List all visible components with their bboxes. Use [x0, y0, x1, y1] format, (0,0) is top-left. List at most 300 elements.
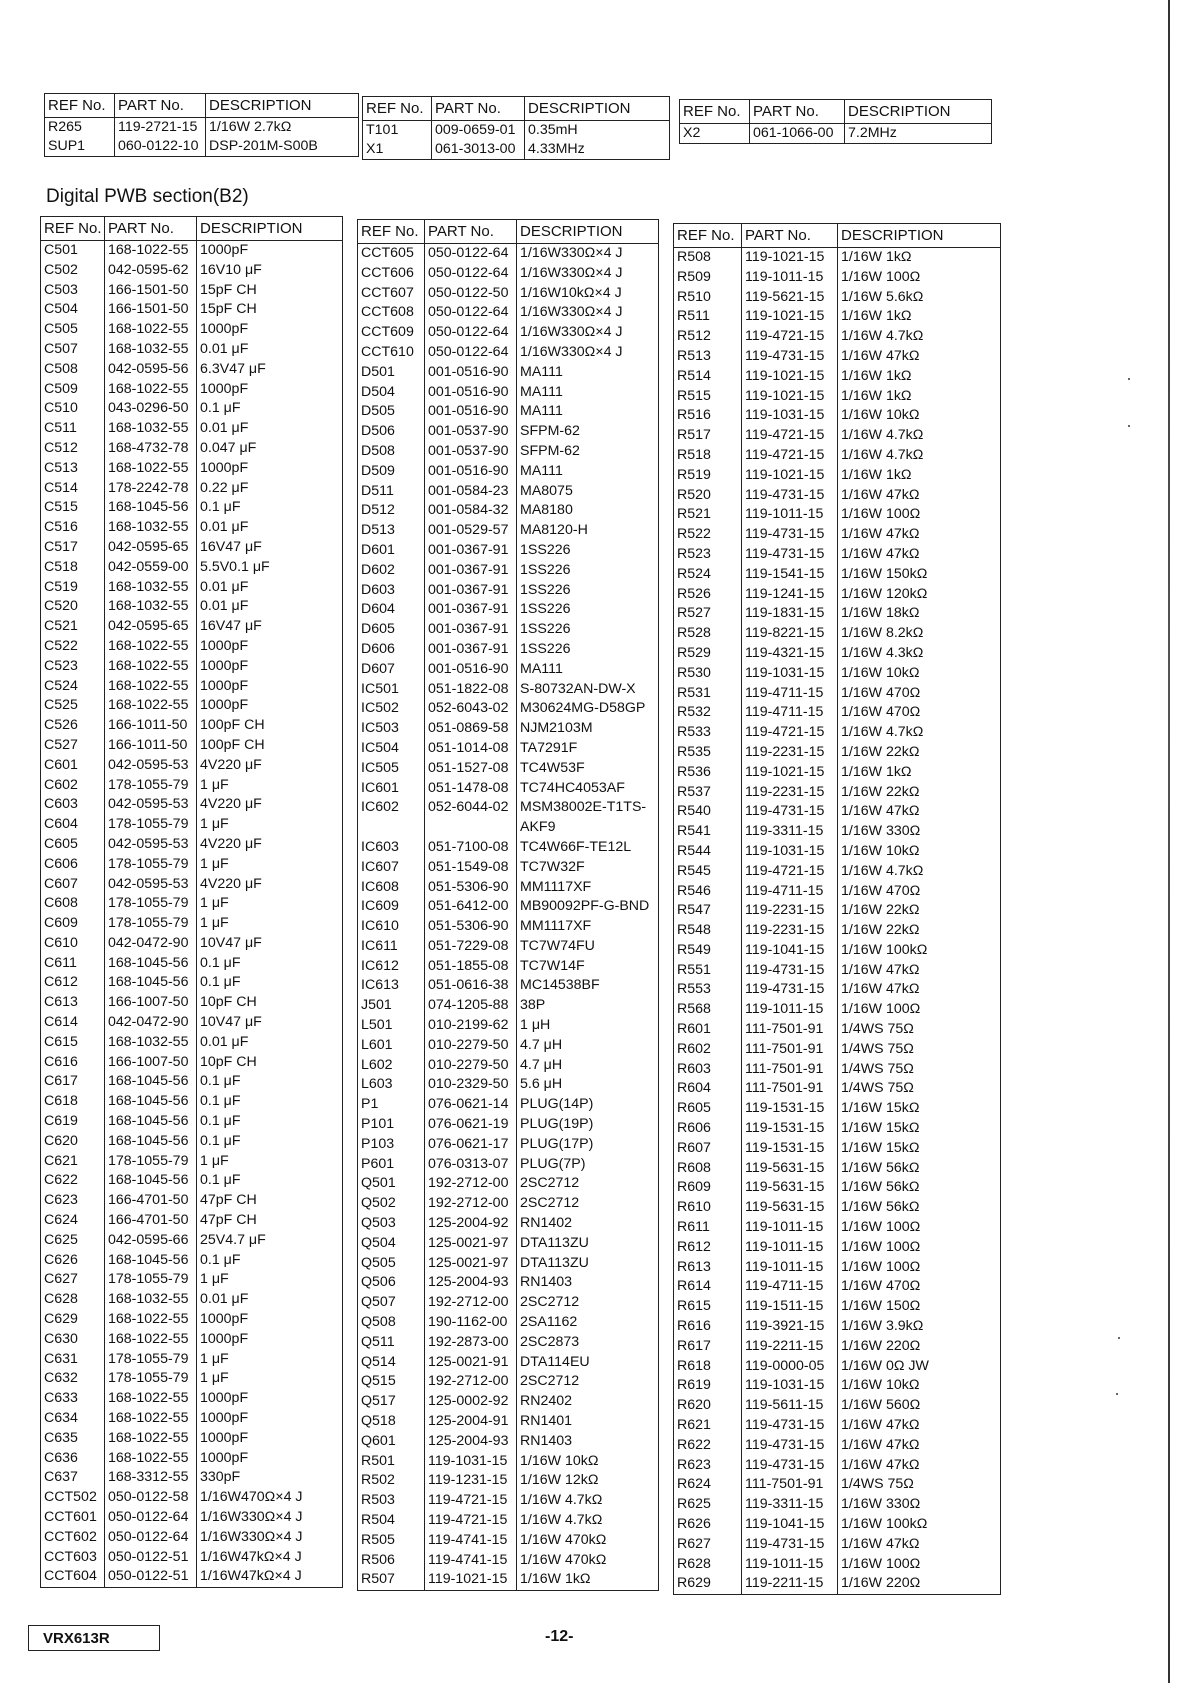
- part-no-cell: 168-1032-55: [105, 578, 197, 598]
- table-row: [674, 901, 1001, 921]
- description-cell: 1 μF: [197, 776, 343, 796]
- description-cell: 1/16W 47kΩ: [838, 1535, 1001, 1555]
- ref-no-cell: R625: [674, 1495, 742, 1515]
- ref-no-cell: IC502: [358, 699, 425, 719]
- description-cell: 1/16W 330Ω: [838, 1495, 1001, 1515]
- description-cell: 15pF CH: [197, 281, 343, 301]
- ref-no-cell: D512: [358, 501, 425, 521]
- description-cell: 1/16W 100Ω: [838, 1000, 1001, 1020]
- description-cell: 1SS226: [517, 561, 659, 581]
- description-cell: MC14538BF: [517, 976, 659, 996]
- table-row: [358, 838, 659, 858]
- ref-no-cell: IC608: [358, 878, 425, 898]
- description-cell: 1 μF: [197, 815, 343, 835]
- ref-no-cell: D501: [358, 363, 425, 383]
- table-row: [41, 1033, 343, 1053]
- description-cell: 100pF CH: [197, 716, 343, 736]
- table-row: [358, 917, 659, 937]
- table-row: [41, 1251, 343, 1271]
- table-row: [41, 696, 343, 716]
- description-cell: SFPM-62: [517, 442, 659, 462]
- description-cell: 4V220 μF: [197, 795, 343, 815]
- description-cell: MA111: [517, 363, 659, 383]
- description-cell: 0.1 μF: [197, 973, 343, 993]
- description-cell: 1/16W 150Ω: [838, 1297, 1001, 1317]
- ref-no-cell: R549: [674, 941, 742, 961]
- ref-no-cell: C513: [41, 459, 105, 479]
- description-cell: 1000pF: [197, 320, 343, 340]
- table-row: [358, 383, 659, 403]
- part-no-cell: 111-7501-91: [742, 1475, 838, 1495]
- description-cell: 1/16W 4.3kΩ: [838, 644, 1001, 664]
- table-row: [674, 763, 1001, 783]
- description-cell: 1/16W 100Ω: [838, 505, 1001, 525]
- part-no-cell: 001-0537-90: [425, 422, 517, 442]
- table-row: [674, 1178, 1001, 1198]
- description-cell: 1000pF: [197, 241, 343, 261]
- part-no-cell: 192-2873-00: [425, 1333, 517, 1353]
- part-no-cell: 119-5611-15: [742, 1396, 838, 1416]
- ref-no-cell: C601: [41, 756, 105, 776]
- description-cell: MA8120-H: [517, 521, 659, 541]
- part-no-cell: 168-1045-56: [105, 1132, 197, 1152]
- ref-no-cell: C525: [41, 696, 105, 716]
- top-parts-table: [44, 93, 359, 157]
- part-no-cell: 125-2004-93: [425, 1432, 517, 1452]
- part-no-cell: 119-1021-15: [742, 307, 838, 327]
- part-no-cell: 119-1011-15: [742, 1258, 838, 1278]
- table-row: [674, 684, 1001, 704]
- description-cell: 1/16W 8.2kΩ: [838, 624, 1001, 644]
- part-no-cell: 111-7501-91: [742, 1079, 838, 1099]
- part-no-cell: 125-0021-91: [425, 1353, 517, 1373]
- table-row: [41, 518, 343, 538]
- description-cell: 1/16W 10kΩ: [838, 842, 1001, 862]
- description-cell: 4V220 μF: [197, 835, 343, 855]
- table-row: [674, 842, 1001, 862]
- part-no-cell: 119-1541-15: [742, 565, 838, 585]
- description-cell: 1/16W330Ω×4 J: [197, 1508, 343, 1528]
- ref-no-cell: C604: [41, 815, 105, 835]
- table-row: [674, 1416, 1001, 1436]
- description-cell: 25V4.7 μF: [197, 1231, 343, 1251]
- description-cell: MA111: [517, 383, 659, 403]
- description-cell: 1/16W470Ω×4 J: [197, 1488, 343, 1508]
- description-cell: MSM38002E-T1TS-: [517, 798, 659, 818]
- description-cell: 1/16W 470kΩ: [517, 1531, 659, 1551]
- description-cell: 0.1 μF: [197, 399, 343, 419]
- part-no-cell: 119-4721-15: [742, 723, 838, 743]
- ref-no-cell: R545: [674, 862, 742, 882]
- ref-no-cell: Q505: [358, 1254, 425, 1274]
- description-cell: 1/16W 100Ω: [838, 268, 1001, 288]
- table-row: [674, 1040, 1001, 1060]
- part-no-cell: 119-1011-15: [742, 268, 838, 288]
- table-row: [358, 1075, 659, 1095]
- ref-no-cell: R551: [674, 961, 742, 981]
- ref-no-cell: P103: [358, 1135, 425, 1155]
- ref-no-cell: C603: [41, 795, 105, 815]
- ref-no-cell: C524: [41, 677, 105, 697]
- part-no-cell: 119-1531-15: [742, 1099, 838, 1119]
- part-no-cell: 168-1032-55: [105, 1290, 197, 1310]
- description-cell: RN1403: [517, 1432, 659, 1452]
- part-no-cell: 119-1021-15: [742, 367, 838, 387]
- table-row: [41, 855, 343, 875]
- ref-no-cell: C518: [41, 558, 105, 578]
- table-row: [41, 1053, 343, 1073]
- table-row: [674, 1277, 1001, 1297]
- ref-no-cell: Q508: [358, 1313, 425, 1333]
- table-row: [358, 660, 659, 680]
- part-no-cell: 010-2199-62: [425, 1016, 517, 1036]
- ref-no-cell: X2: [680, 124, 750, 144]
- description-cell: 1/16W 47kΩ: [838, 980, 1001, 1000]
- description-cell: PLUG(17P): [517, 1135, 659, 1155]
- description-cell: 1/16W 1kΩ: [838, 367, 1001, 387]
- part-no-cell: 010-2329-50: [425, 1075, 517, 1095]
- table-row: [41, 340, 343, 360]
- description-cell: DSP-201M-S00B: [206, 137, 359, 157]
- ref-no-cell: R515: [674, 387, 742, 407]
- table-row: [41, 1171, 343, 1191]
- description-cell: MM1117XF: [517, 917, 659, 937]
- table-row: [674, 1258, 1001, 1278]
- table-row: [358, 1095, 659, 1115]
- table-row: [358, 284, 659, 304]
- part-no-header: PART No.: [742, 224, 838, 248]
- table-row: [358, 561, 659, 581]
- ref-no-cell: R509: [674, 268, 742, 288]
- ref-no-cell: C510: [41, 399, 105, 419]
- ref-no-cell: IC601: [358, 779, 425, 799]
- description-cell: 1/16W 100Ω: [838, 1555, 1001, 1575]
- table-row: [358, 719, 659, 739]
- table-row: [358, 1194, 659, 1214]
- ref-no-cell: C613: [41, 993, 105, 1013]
- table-row: [674, 941, 1001, 961]
- description-cell: 0.01 μF: [197, 597, 343, 617]
- ref-no-cell: C624: [41, 1211, 105, 1231]
- part-no-cell: 168-1045-56: [105, 1072, 197, 1092]
- description-cell: 1/16W 56kΩ: [838, 1159, 1001, 1179]
- table-row: [674, 1555, 1001, 1575]
- part-no-cell: 119-3921-15: [742, 1317, 838, 1337]
- ref-no-cell: C522: [41, 637, 105, 657]
- ref-no-cell: R627: [674, 1535, 742, 1555]
- ref-no-cell: IC505: [358, 759, 425, 779]
- table-row: [358, 303, 659, 323]
- description-cell: 1/16W 15kΩ: [838, 1139, 1001, 1159]
- ref-no-cell: J501: [358, 996, 425, 1016]
- ref-no-cell: IC611: [358, 937, 425, 957]
- description-cell: 0.35mH: [525, 121, 670, 141]
- description-cell: S-80732AN-DW-X: [517, 680, 659, 700]
- description-cell: 1/16W330Ω×4 J: [517, 323, 659, 343]
- part-no-cell: 001-0516-90: [425, 462, 517, 482]
- table-row: [674, 1060, 1001, 1080]
- part-no-cell: 119-4721-15: [742, 327, 838, 347]
- table-row: [358, 1056, 659, 1076]
- table-row: [674, 505, 1001, 525]
- part-no-cell: 051-0616-38: [425, 976, 517, 996]
- ref-no-cell: IC603: [358, 838, 425, 858]
- description-cell: 0.01 μF: [197, 340, 343, 360]
- part-no-cell: 168-1045-56: [105, 1171, 197, 1191]
- ref-no-cell: IC612: [358, 957, 425, 977]
- ref-no-cell: C609: [41, 914, 105, 934]
- description-cell: 1/16W 47kΩ: [838, 347, 1001, 367]
- table-row: [674, 624, 1001, 644]
- description-cell: 1/16W 100kΩ: [838, 941, 1001, 961]
- table-row: [41, 1072, 343, 1092]
- description-cell: SFPM-62: [517, 422, 659, 442]
- description-cell: 1/16W10kΩ×4 J: [517, 284, 659, 304]
- table-row: [674, 882, 1001, 902]
- part-no-cell: 119-4731-15: [742, 486, 838, 506]
- table-row: [674, 743, 1001, 763]
- ref-no-cell: R607: [674, 1139, 742, 1159]
- description-cell: 1/16W 1kΩ: [838, 248, 1001, 268]
- description-cell: MA111: [517, 660, 659, 680]
- ref-no-cell: CCT608: [358, 303, 425, 323]
- part-no-cell: 061-1066-00: [750, 124, 845, 144]
- ref-no-cell: P1: [358, 1095, 425, 1115]
- ref-no-cell: R511: [674, 307, 742, 327]
- ref-no-cell: [358, 818, 425, 838]
- description-cell: 1/16W 4.7kΩ: [838, 862, 1001, 882]
- table-row: [358, 1115, 659, 1135]
- description-cell: 10pF CH: [197, 993, 343, 1013]
- table-row: [358, 581, 659, 601]
- description-cell: 1 μF: [197, 855, 343, 875]
- part-no-cell: 168-1032-55: [105, 340, 197, 360]
- part-no-cell: 119-1031-15: [742, 664, 838, 684]
- part-no-cell: 119-4721-15: [742, 862, 838, 882]
- ref-no-cell: T101: [363, 121, 432, 141]
- ref-no-cell: C504: [41, 300, 105, 320]
- table-row: [41, 498, 343, 518]
- description-cell: 15pF CH: [197, 300, 343, 320]
- table-row: [41, 320, 343, 340]
- table-row: [41, 399, 343, 419]
- table-row: [674, 1317, 1001, 1337]
- description-cell: 0.1 μF: [197, 498, 343, 518]
- part-no-cell: 042-0559-00: [105, 558, 197, 578]
- part-no-cell: 001-0584-23: [425, 482, 517, 502]
- part-no-cell: 119-1021-15: [742, 466, 838, 486]
- description-cell: MA111: [517, 462, 659, 482]
- description-cell: 330pF: [197, 1468, 343, 1488]
- part-no-cell: 119-1241-15: [742, 585, 838, 605]
- part-no-header: PART No.: [750, 100, 845, 124]
- description-cell: 1/16W 22kΩ: [838, 901, 1001, 921]
- description-cell: 1/16W 10kΩ: [838, 406, 1001, 426]
- part-no-cell: 042-0595-53: [105, 835, 197, 855]
- description-cell: TC4W66F-TE12L: [517, 838, 659, 858]
- ref-no-cell: Q502: [358, 1194, 425, 1214]
- description-cell: 1/16W330Ω×4 J: [517, 303, 659, 323]
- description-cell: 10V47 μF: [197, 934, 343, 954]
- part-no-cell: 119-1531-15: [742, 1119, 838, 1139]
- part-no-cell: 050-0122-64: [105, 1508, 197, 1528]
- part-no-cell: 119-1021-15: [742, 763, 838, 783]
- part-no-cell: 001-0537-90: [425, 442, 517, 462]
- description-cell: 2SC2873: [517, 1333, 659, 1353]
- part-no-cell: 168-4732-78: [105, 439, 197, 459]
- ref-no-cell: Q511: [358, 1333, 425, 1353]
- ref-no-cell: D604: [358, 600, 425, 620]
- ref-no-cell: R537: [674, 783, 742, 803]
- part-no-cell: 119-1011-15: [742, 1238, 838, 1258]
- description-cell: 1/16W 220Ω: [838, 1574, 1001, 1594]
- part-no-cell: 119-4711-15: [742, 882, 838, 902]
- ref-no-cell: IC602: [358, 798, 425, 818]
- ref-no-cell: IC613: [358, 976, 425, 996]
- part-no-cell: 119-4321-15: [742, 644, 838, 664]
- part-no-cell: 119-4711-15: [742, 1277, 838, 1297]
- part-no-cell: 178-1055-79: [105, 894, 197, 914]
- part-no-cell: 042-0595-56: [105, 360, 197, 380]
- table-row: [674, 525, 1001, 545]
- part-no-cell: 042-0472-90: [105, 934, 197, 954]
- ref-no-cell: R615: [674, 1297, 742, 1317]
- ref-no-cell: R520: [674, 486, 742, 506]
- ref-no-cell: R603: [674, 1060, 742, 1080]
- table-row: [358, 1254, 659, 1274]
- ref-no-cell: D605: [358, 620, 425, 640]
- table-row: [358, 1234, 659, 1254]
- description-cell: 0.1 μF: [197, 1171, 343, 1191]
- description-cell: 4.7 μH: [517, 1056, 659, 1076]
- part-no-cell: 119-4721-15: [425, 1511, 517, 1531]
- description-cell: 1/4WS 75Ω: [838, 1020, 1001, 1040]
- description-cell: DTA114EU: [517, 1353, 659, 1373]
- table-row: [358, 620, 659, 640]
- ref-no-cell: C627: [41, 1270, 105, 1290]
- description-cell: 0.01 μF: [197, 419, 343, 439]
- ref-no-cell: C633: [41, 1389, 105, 1409]
- table-row: [358, 680, 659, 700]
- ref-no-cell: D513: [358, 521, 425, 541]
- description-cell: 1/16W 220Ω: [838, 1337, 1001, 1357]
- description-cell: 1/16W 4.7kΩ: [838, 327, 1001, 347]
- table-row: [41, 795, 343, 815]
- part-no-cell: 119-1031-15: [742, 842, 838, 862]
- ref-no-cell: C517: [41, 538, 105, 558]
- description-cell: 4V220 μF: [197, 875, 343, 895]
- description-cell: 1/4WS 75Ω: [838, 1079, 1001, 1099]
- table-row: [41, 617, 343, 637]
- description-cell: 1/16W 330Ω: [838, 822, 1001, 842]
- table-row: [674, 1337, 1001, 1357]
- description-cell: 1/16W 100kΩ: [838, 1515, 1001, 1535]
- ref-no-cell: R523: [674, 545, 742, 565]
- description-cell: 1/16W 100Ω: [838, 1218, 1001, 1238]
- table-row: [358, 1372, 659, 1392]
- description-cell: 1/16W 22kΩ: [838, 783, 1001, 803]
- description-cell: MA8075: [517, 482, 659, 502]
- ref-no-cell: D509: [358, 462, 425, 482]
- ref-no-cell: C636: [41, 1449, 105, 1469]
- part-no-cell: 119-2211-15: [742, 1337, 838, 1357]
- table-row: [358, 640, 659, 660]
- table-row: [41, 1211, 343, 1231]
- part-no-cell: 119-1531-15: [742, 1139, 838, 1159]
- ref-no-cell: R522: [674, 525, 742, 545]
- ref-no-cell: Q515: [358, 1372, 425, 1392]
- part-no-cell: 125-2004-91: [425, 1412, 517, 1432]
- top-parts-table: [362, 96, 670, 160]
- description-cell: TC4W53F: [517, 759, 659, 779]
- ref-no-cell: R533: [674, 723, 742, 743]
- part-no-cell: 051-5306-90: [425, 917, 517, 937]
- part-no-cell: 050-0122-51: [105, 1567, 197, 1587]
- description-cell: PLUG(14P): [517, 1095, 659, 1115]
- description-header: DESCRIPTION: [845, 100, 992, 124]
- description-cell: 38P: [517, 996, 659, 1016]
- table-header-row: [674, 224, 1001, 248]
- description-cell: 1/16W 100Ω: [838, 1258, 1001, 1278]
- description-cell: 1/4WS 75Ω: [838, 1040, 1001, 1060]
- part-no-cell: 119-3311-15: [742, 822, 838, 842]
- ref-no-cell: CCT605: [358, 244, 425, 264]
- description-cell: 1/16W 47kΩ: [838, 525, 1001, 545]
- scan-speck: [1118, 1337, 1120, 1339]
- part-no-cell: 119-4741-15: [425, 1551, 517, 1571]
- part-no-cell: 119-1021-15: [425, 1570, 517, 1590]
- ref-no-cell: C503: [41, 281, 105, 301]
- description-cell: 1/16W 56kΩ: [838, 1178, 1001, 1198]
- ref-no-cell: IC609: [358, 897, 425, 917]
- scan-speck: [1116, 1393, 1118, 1395]
- description-cell: 1/16W 12kΩ: [517, 1471, 659, 1491]
- part-no-cell: 178-1055-79: [105, 1152, 197, 1172]
- table-row: [41, 677, 343, 697]
- description-cell: 1/16W 1kΩ: [517, 1570, 659, 1590]
- part-no-cell: 119-1041-15: [742, 1515, 838, 1535]
- table-row: [680, 124, 992, 144]
- description-cell: 1/16W 10kΩ: [838, 1376, 1001, 1396]
- ref-no-cell: R514: [674, 367, 742, 387]
- description-cell: RN1403: [517, 1273, 659, 1293]
- ref-no-cell: D601: [358, 541, 425, 561]
- part-no-cell: 168-1045-56: [105, 1251, 197, 1271]
- table-row: [41, 1468, 343, 1488]
- description-cell: RN1401: [517, 1412, 659, 1432]
- description-cell: 1000pF: [197, 1409, 343, 1429]
- part-no-cell: 192-2712-00: [425, 1174, 517, 1194]
- ref-no-cell: C634: [41, 1409, 105, 1429]
- table-row: [41, 776, 343, 796]
- description-cell: 1000pF: [197, 1429, 343, 1449]
- description-cell: 1000pF: [197, 1449, 343, 1469]
- part-no-cell: 168-1022-55: [105, 1389, 197, 1409]
- description-cell: 0.01 μF: [197, 1033, 343, 1053]
- ref-no-cell: CCT609: [358, 323, 425, 343]
- description-cell: RN1402: [517, 1214, 659, 1234]
- part-no-cell: 178-1055-79: [105, 1350, 197, 1370]
- ref-no-cell: SUP1: [45, 137, 115, 157]
- part-no-cell: 050-0122-64: [425, 264, 517, 284]
- description-cell: 0.01 μF: [197, 518, 343, 538]
- ref-no-cell: Q514: [358, 1353, 425, 1373]
- ref-no-cell: R265: [45, 118, 115, 138]
- part-no-cell: 125-0021-97: [425, 1254, 517, 1274]
- part-no-cell: 051-1014-08: [425, 739, 517, 759]
- table-row: [41, 1567, 343, 1587]
- table-row: [674, 604, 1001, 624]
